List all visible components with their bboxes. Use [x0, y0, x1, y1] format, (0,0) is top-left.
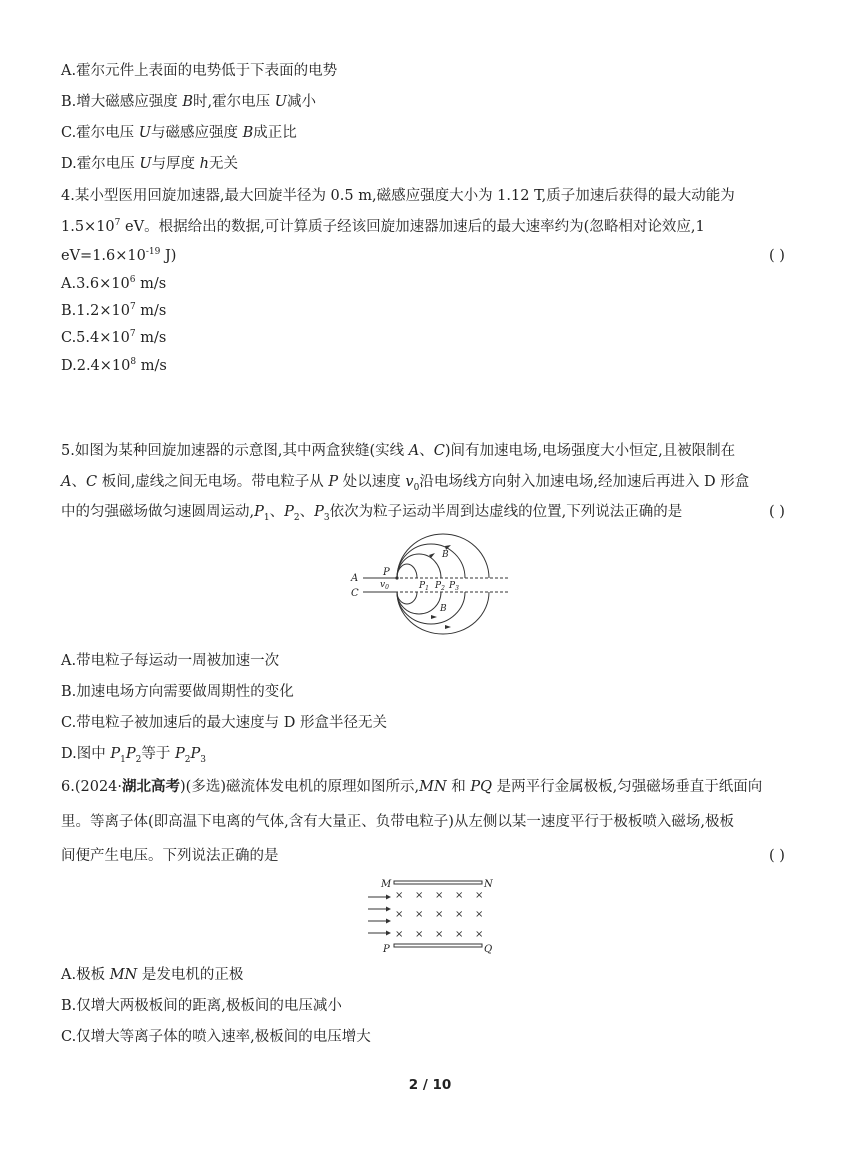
mhd-generator-figure: [362, 874, 502, 958]
point-p: [395, 576, 398, 579]
arrowhead-4: [386, 931, 391, 936]
q3-option-d: D.霍尔电压 U与厚度 h无关: [61, 156, 239, 172]
q5-answer-bracket: ( ): [769, 504, 785, 520]
q5-option-d: D.图中 $P_1P_2$等于 $P_2P_3$: [61, 746, 206, 765]
label-p2: $P_2$: [435, 581, 445, 592]
q6-option-b: B.仅增大两极板间的距离,极板间的电压减小: [61, 998, 342, 1014]
orbit-lower-3: [397, 592, 465, 624]
q5-option-b: B.加速电场方向需要做周期性的变化: [61, 684, 294, 700]
label-p: P: [383, 944, 390, 955]
q5-stem-line1: 5.如图为某种回旋加速器的示意图,其中两盒狭缝(实线 A、C)间有加速电场,电场强度大小恒定,且被限制在: [61, 443, 736, 459]
label-p3: $P_3$: [449, 581, 459, 592]
q4-option-a: $A.3.6\times 10^6$ m/s: [61, 275, 167, 292]
q6-answer-bracket: ( ): [769, 848, 785, 864]
q6-option-c: C.仅增大等离子体的喷入速率,极板间的电压增大: [61, 1029, 371, 1045]
q6-stem-line2: 里。等离子体(即高温下电离的气体,含有大量正、负带电粒子)从左侧以某一速度平行于极板喷入磁场,极板: [61, 814, 735, 830]
q3-option-b: B.增大磁感应强度 B时,霍尔电压 U减小: [61, 94, 316, 110]
q3-option-c: C.霍尔电压 U与磁感应强度 B成正比: [61, 125, 297, 141]
q4-answer-bracket: ( ): [769, 248, 785, 264]
q4-option-d: $D.2.4\times 10^8$ m/s: [61, 357, 167, 374]
label-m: M: [381, 879, 392, 890]
page-number: 2 / 10: [408, 1077, 452, 1093]
field-cross: ×: [475, 909, 484, 920]
label-p: P: [383, 567, 390, 578]
q6-stem-line1: 6.(2024·湖北高考)(多选)磁流体发电机的原理如图所示,MN 和 PQ 是两平行金属极板,匀强磁场垂直于纸面向: [61, 779, 763, 795]
q5-stem-line3: 中的匀强磁场做匀速圆周运动$,P_1$、$P_2$、$P_3$依次为粒子运动半周到达虚线的位置,下列说法正确的是: [61, 504, 683, 523]
arrowhead-2: [386, 907, 391, 912]
q6-stem-line3: 间便产生电压。下列说法正确的是: [61, 848, 279, 864]
arrowhead-3: [386, 919, 391, 924]
label-a: A: [351, 573, 359, 584]
q4-option-b: $B.1.2\times 10^7$ m/s: [61, 302, 167, 319]
q5-option-a: A.带电粒子每运动一周被加速一次: [61, 653, 280, 669]
label-q: Q: [484, 944, 493, 955]
field-cross: ×: [395, 909, 404, 920]
field-cross: ×: [455, 929, 464, 940]
q3-option-a: A.霍尔元件上表面的电势低于下表面的电势: [61, 63, 338, 79]
q5-option-c: C.带电粒子被加速后的最大速度与 D 形盒半径无关: [61, 715, 388, 731]
q6-option-a: A.极板 MN 是发电机的正极: [61, 967, 244, 983]
field-cross: ×: [395, 890, 404, 901]
cyclotron-figure: [345, 528, 515, 636]
q4-stem-line1: 4.某小型医用回旋加速器,最大回旋半径为 0.5 m,磁感应强度大小为 1.12 T,质子加速后获得的最大动能为: [61, 188, 735, 204]
field-cross: ×: [435, 929, 444, 940]
q5-stem-line2: A、C 板间,虚线之间无电场。带电粒子从 P 处以速度 $v_0$沿电场线方向射入加速电场,经加速后再进入 D 形盒: [61, 474, 750, 493]
field-cross: ×: [435, 890, 444, 901]
label-p1: $P_1$: [419, 581, 429, 592]
label-v0: $v_0$: [380, 580, 389, 591]
plate-mn: [394, 881, 482, 884]
field-cross: ×: [475, 929, 484, 940]
field-cross: ×: [415, 929, 424, 940]
orbit-arrow-3: [431, 615, 437, 619]
field-cross: ×: [455, 890, 464, 901]
q4-stem-line3: $eV=1.6\times 10^{-19}$ J): [61, 247, 177, 264]
field-cross: ×: [475, 890, 484, 901]
label-c: C: [351, 588, 359, 599]
field-cross: ×: [415, 909, 424, 920]
field-cross: ×: [415, 890, 424, 901]
q4-stem-line2: $1.5\times 10^7$ eV。根据给出的数据,可计算质子经该回旋加速器加速后的最大速率约为(忽略相对论效应,1: [61, 218, 705, 235]
orbit-arrow-4: [445, 625, 451, 629]
plate-pq: [394, 944, 482, 947]
orbit-upper-3: [397, 544, 465, 578]
q4-option-c: $C.5.4\times 10^7$ m/s: [61, 329, 167, 346]
field-cross: ×: [395, 929, 404, 940]
label-n: N: [484, 879, 493, 890]
label-b-lower: B: [440, 604, 447, 614]
arrowhead-1: [386, 895, 391, 900]
field-cross: ×: [455, 909, 464, 920]
field-cross: ×: [435, 909, 444, 920]
label-b-upper: B: [442, 550, 449, 560]
